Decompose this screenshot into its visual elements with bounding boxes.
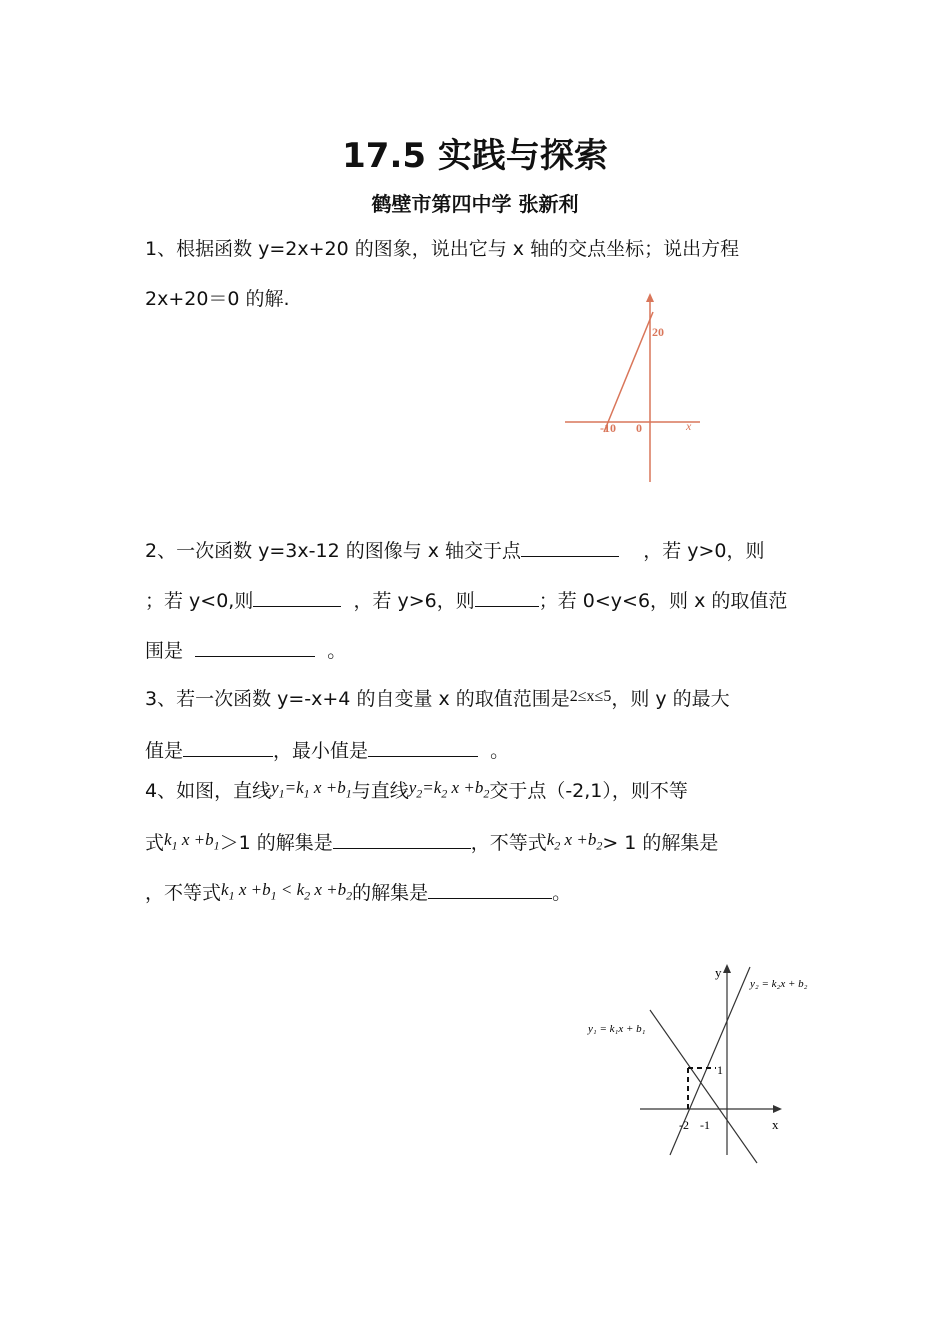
q3-text-2c: 。: [490, 740, 510, 762]
q4-text-1c: 交于点（-2,1），则不等: [489, 780, 688, 802]
q4-text-2d: > 1 的解集是: [602, 832, 719, 854]
q1-label-origin: 0: [636, 421, 642, 435]
q1-line-1: 1、根据函数 y=2x+20 的图象，说出它与 x 轴的交点坐标；说出方程: [145, 238, 740, 260]
q1-function-line: [604, 312, 653, 432]
q4-label-x: x: [772, 1117, 779, 1132]
q3-range: 2≤x≤5: [569, 688, 612, 705]
q4-text-1a: 4、如图，直线: [145, 780, 272, 802]
q2-blank-point[interactable]: [521, 540, 619, 557]
q4-label-y1: y₁ = k₁x + b₁: [588, 1023, 646, 1035]
q4-line-3: [145, 882, 571, 905]
page-title: 17.5 实践与探索: [342, 136, 608, 176]
q4-graph: [580, 955, 830, 1170]
q4-line-1: [145, 778, 688, 803]
q3-line-2: [145, 740, 509, 761]
q2-line-1: [145, 540, 765, 561]
q3-text-2a: 值是: [145, 740, 184, 762]
q4-label-y: y: [715, 965, 722, 980]
q2-line-3: [145, 640, 346, 661]
q4-x-arrow: [773, 1105, 782, 1113]
q4-text-3b: 的解集是: [352, 882, 429, 904]
q4-blank-2[interactable]: [428, 882, 552, 899]
q2-text-2c: ；若 0<y<6，则 x 的取值范: [538, 590, 788, 612]
q2-text-1b: ，若 y>0，则: [643, 540, 765, 562]
q4-label-y2: y₂ = k₂x + b₂: [750, 978, 808, 990]
q4-text-2b: ＞1 的解集是: [219, 832, 333, 854]
q2-blank-neg[interactable]: [253, 590, 341, 607]
q4-expr-1: $k_1$ $x +b_1$: [164, 830, 220, 853]
q4-text-2c: ，不等式: [470, 832, 547, 854]
q3-text-1b: ，则 y 的最大: [611, 688, 730, 710]
q2-line-2: [145, 590, 787, 611]
q4-tick-neg2: -2: [679, 1118, 689, 1132]
q1-label-neg10: -10: [600, 421, 616, 435]
q4-text-3c: 。: [552, 882, 572, 904]
q3-line-1: [145, 690, 730, 709]
q4-text-1b: 与直线: [351, 780, 409, 802]
q4-eq-y2: $y_2=k_2$ $x +b_2$: [408, 778, 490, 801]
q4-line-y1: [650, 1010, 757, 1163]
q1-y-arrow: [646, 293, 654, 302]
q2-text-3a: 围是: [145, 640, 184, 662]
q1-graph: [560, 290, 710, 485]
q4-tick-1: 1: [717, 1063, 723, 1077]
q1-line-2: 2x+20＝0 的解.: [145, 288, 290, 310]
q4-text-2a: 式: [145, 832, 165, 854]
q2-text-3b: 。: [327, 640, 347, 662]
q2-blank-range[interactable]: [195, 640, 315, 657]
q4-eq-y1: $y_1=k_1$ $x +b_1$: [271, 778, 352, 801]
q3-blank-min[interactable]: [368, 740, 478, 757]
q3-blank-max[interactable]: [183, 740, 273, 757]
q2-text-1a: 2、一次函数 y=3x-12 的图像与 x 轴交于点: [145, 540, 522, 562]
q2-text-2a: ；若 y<0,则: [145, 590, 254, 612]
q4-text-3a: ，不等式: [145, 882, 222, 904]
q2-text-2b: ，若 y>6，则: [353, 590, 475, 612]
q4-expr-2: $k_2$ $x +b_2$: [546, 830, 603, 853]
q1-label-x: x: [686, 419, 692, 433]
q4-line-2: [145, 832, 718, 855]
q4-y-arrow: [723, 964, 731, 973]
q1-label-20: 20: [652, 325, 664, 339]
q4-expr-ineq: $k_1$ $x +b_1 < k_2$ $x +b_2$: [221, 880, 353, 903]
q3-text-1a: 3、若一次函数 y=-x+4 的自变量 x 的取值范围是: [145, 688, 570, 710]
q4-blank-1[interactable]: [333, 832, 471, 849]
q4-tick-neg1: -1: [700, 1118, 710, 1132]
q2-blank-gt6[interactable]: [475, 590, 539, 607]
author-line: 鹤壁市第四中学 张新利: [371, 192, 579, 216]
q3-text-2b: ，最小值是: [273, 740, 369, 762]
